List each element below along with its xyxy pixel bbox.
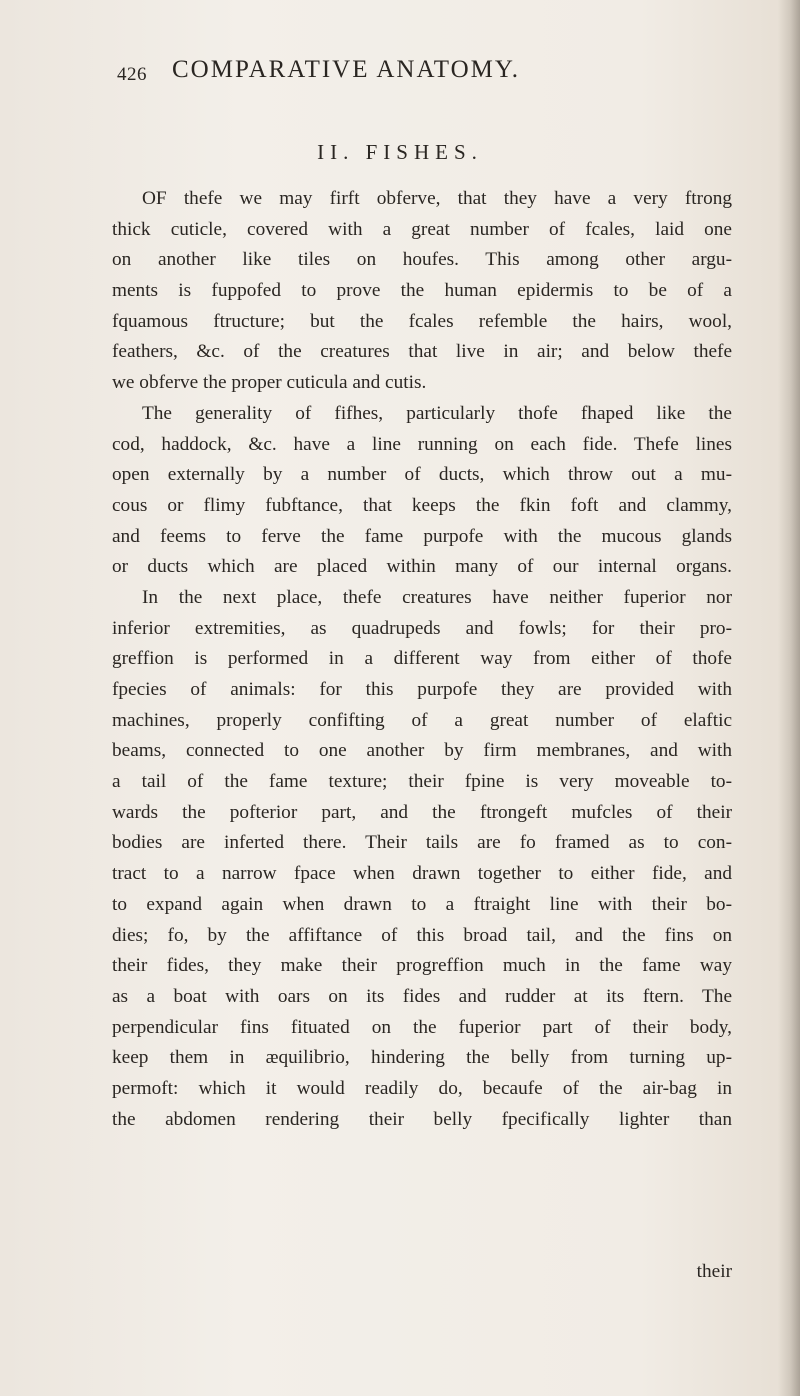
text-line: ments is fuppofed to prove the human epidermis to be of a xyxy=(112,280,732,302)
text-line: keep them in æquilibrio, hindering the belly from turning up- xyxy=(112,1047,732,1069)
text-line: feathers, &c. of the creatures that live in air; and below thefe xyxy=(112,341,732,363)
body-text xyxy=(112,184,732,1135)
page-number: 426 xyxy=(117,64,147,85)
text-line: wards the pofterior part, and the ftrongeft mufcles of their xyxy=(112,801,732,823)
text-line: open externally by a number of ducts, which throw out a mu- xyxy=(112,464,732,486)
text-line: thick cuticle, covered with a great number of fcales, laid one xyxy=(112,218,732,240)
text-line: fpecies of animals: for this purpofe they are provided with xyxy=(112,679,732,700)
text-line: cous or flimy fubftance, that keeps the fkin foft and clammy, xyxy=(112,494,732,516)
text-line: the abdomen rendering their belly fpecifically lighter than xyxy=(112,1108,732,1130)
text-line: bodies are inferted there. Their tails are fo framed as to con- xyxy=(112,832,732,854)
text-line: greffion is performed in a different way from either of thofe xyxy=(112,648,732,670)
text-line: The generality of fifhes, particularly thofe fhaped like the xyxy=(142,402,732,424)
text-line: perpendicular fins fituated on the fuperior part of their body, xyxy=(112,1016,732,1038)
running-head xyxy=(117,56,717,96)
text-line: on another like tiles on houfes. This among other argu- xyxy=(112,249,732,271)
text-line: or ducts which are placed within many of our internal organs. xyxy=(112,556,732,578)
text-line: tract to a narrow fpace when drawn together to either fide, and xyxy=(112,863,732,885)
catchword: their xyxy=(696,1261,732,1282)
running-title: COMPARATIVE ANATOMY. xyxy=(172,56,520,83)
page-binding-shadow xyxy=(778,0,800,1396)
text-line: permoft: which it would readily do, becaufe of the air-bag in xyxy=(112,1077,732,1099)
text-line: a tail of the fame texture; their fpine is very moveable to- xyxy=(112,771,732,793)
text-line: their fides, they make their progreffion much in the fame way xyxy=(112,955,732,977)
text-line: fquamous ftructure; but the fcales refemble the hairs, wool, xyxy=(112,310,732,332)
text-line: beams, connected to one another by firm membranes, and with xyxy=(112,740,732,762)
section-heading xyxy=(0,140,800,165)
text-line: as a boat with oars on its fides and rudder at its ftern. The xyxy=(112,985,732,1007)
text-line: we obferve the proper cuticula and cutis. xyxy=(112,372,427,394)
text-line: and feems to ferve the fame purpofe with the mucous glands xyxy=(112,525,732,547)
text-line: In the next place, thefe creatures have neither fuperior nor xyxy=(142,586,732,608)
section-heading-text: II. FISHES. xyxy=(317,140,483,164)
text-line: machines, properly confifting of a great number of elaftic xyxy=(112,709,732,731)
text-line: cod, haddock, &c. have a line running on each fide. Thefe lines xyxy=(112,433,732,455)
text-line: dies; fo, by the affiftance of this broad tail, and the fins on xyxy=(112,924,732,946)
text-line: OF thefe we may firft obferve, that they have a very ftrong xyxy=(142,188,732,209)
text-line: to expand again when drawn to a ftraight line with their bo- xyxy=(112,893,732,915)
text-line: inferior extremities, as quadrupeds and fowls; for their pro- xyxy=(112,617,732,639)
